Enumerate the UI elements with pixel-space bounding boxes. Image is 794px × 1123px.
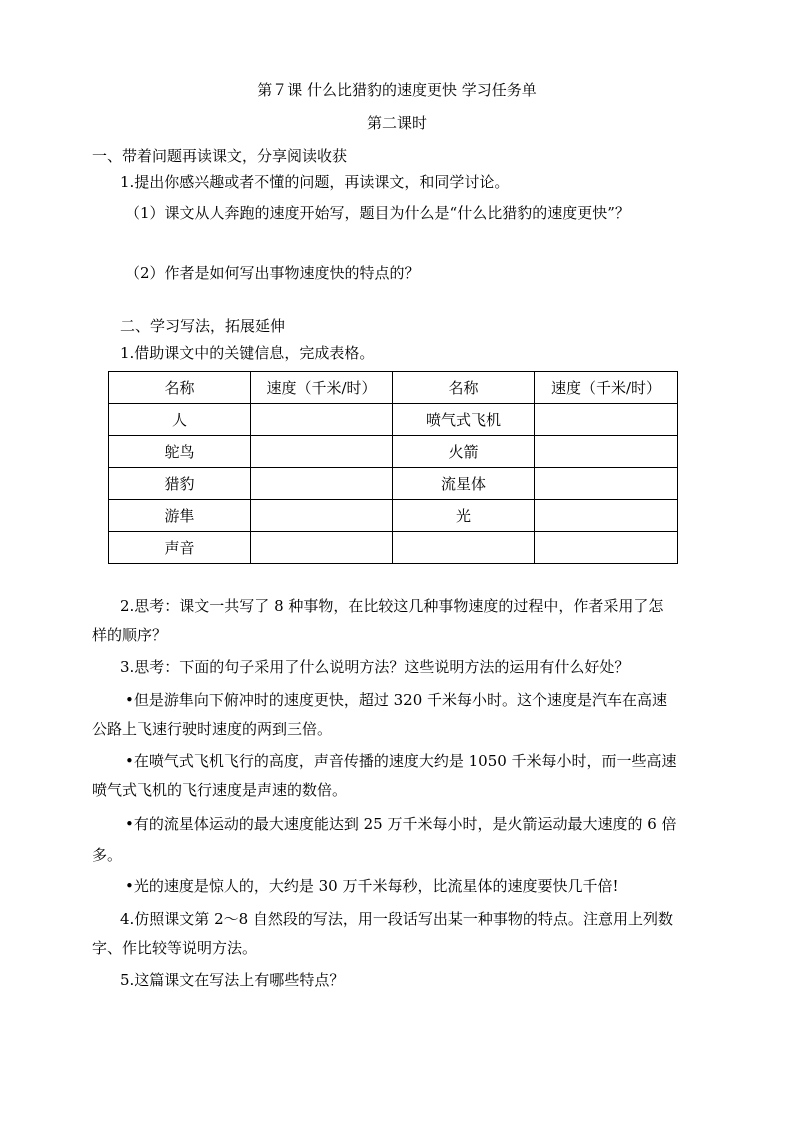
- table-cell-name: 流星体: [393, 468, 535, 500]
- section2-question-5: 5.这篇课文在写法上有哪些特点？: [120, 971, 345, 989]
- section2-question-4-line2: 字、作比较等说明方法。: [92, 939, 258, 957]
- section2-question-2-line1: 2.思考：课文一共写了 8 种事物，在比较这几种事物速度的过程中，作者采用了怎: [120, 597, 664, 615]
- section1-question-1-1: （1）课文从人奔跑的速度开始写，题目为什么是“什么比猎豹的速度更快”？: [125, 204, 630, 222]
- table-cell-name: 光: [393, 500, 535, 532]
- table-header-name: 名称: [393, 372, 535, 404]
- section2-question-3: 3.思考：下面的句子采用了什么说明方法？这些说明方法的运用有什么好处？: [120, 658, 630, 676]
- table-cell-speed-blank[interactable]: [535, 468, 678, 500]
- table-cell-name: 声音: [109, 532, 251, 564]
- section2-question-2-line2: 样的顺序？: [92, 626, 168, 644]
- bullet-3-line2: 多。: [92, 846, 123, 864]
- table-cell-speed-blank[interactable]: [251, 532, 393, 564]
- table-cell-speed-blank[interactable]: [535, 532, 678, 564]
- table-cell-speed-blank[interactable]: [251, 468, 393, 500]
- table-cell-name: 人: [109, 404, 251, 436]
- bullet-1-line2: 公路上飞速行驶时速度的两到三倍。: [92, 720, 333, 738]
- section2-question-4-line1: 4.仿照课文第 2～8 自然段的写法，用一段话写出某一种事物的特点。注意用上列数: [120, 910, 673, 928]
- bullet-3-line1: •有的流星体运动的最大速度能达到 25 万千米每小时，是火箭运动最大速度的 6 倍: [125, 815, 677, 833]
- table-row: [109, 436, 678, 468]
- table-header-row: [109, 372, 678, 404]
- section2-heading: 二、学习写法，拓展延伸: [120, 317, 286, 335]
- table-cell-speed-blank[interactable]: [535, 500, 678, 532]
- worksheet-title: 第７课 什么比猎豹的速度更快 学习任务单: [257, 81, 537, 99]
- table-row: [109, 468, 678, 500]
- bullet-4: •光的速度是惊人的，大约是 30 万千米每秒，比流星体的速度要快几千倍!: [125, 877, 619, 895]
- table-cell-speed-blank[interactable]: [251, 500, 393, 532]
- section2-question-1: 1.借助课文中的关键信息，完成表格。: [120, 344, 375, 362]
- table-cell-speed-blank[interactable]: [535, 404, 678, 436]
- speed-table: [108, 371, 678, 564]
- bullet-2-line2: 喷气式飞机的飞行速度是声速的数倍。: [92, 781, 348, 799]
- table-cell-name: 游隼: [109, 500, 251, 532]
- table-cell-speed-blank[interactable]: [535, 436, 678, 468]
- table-header-speed: 速度（千米/时）: [535, 372, 678, 404]
- table-header-name: 名称: [109, 372, 251, 404]
- table-cell-name: 鸵鸟: [109, 436, 251, 468]
- table-row: [109, 500, 678, 532]
- table-cell-name: 火箭: [393, 436, 535, 468]
- section1-question-1-2: （2）作者是如何写出事物速度快的特点的？: [125, 264, 420, 282]
- section1-heading: 一、带着问题再读课文，分享阅读收获: [92, 147, 348, 165]
- bullet-1-line1: •但是游隼向下俯冲时的速度更快，超过 320 千米每小时。这个速度是汽车在高速: [125, 691, 668, 709]
- table-cell-name-blank[interactable]: [393, 532, 535, 564]
- lesson-period: 第二课时: [366, 114, 427, 132]
- table-cell-name: 喷气式飞机: [393, 404, 535, 436]
- section1-question-1: 1.提出你感兴趣或者不懂的问题，再读课文，和同学讨论。: [120, 173, 510, 191]
- bullet-2-line1: •在喷气式飞机飞行的高度，声音传播的速度大约是 1050 千米每小时，而一些高速: [125, 752, 677, 770]
- table-header-speed: 速度（千米/时）: [251, 372, 393, 404]
- table-row: [109, 532, 678, 564]
- table-row: [109, 404, 678, 436]
- table-cell-speed-blank[interactable]: [251, 436, 393, 468]
- table-cell-name: 猎豹: [109, 468, 251, 500]
- table-cell-speed-blank[interactable]: [251, 404, 393, 436]
